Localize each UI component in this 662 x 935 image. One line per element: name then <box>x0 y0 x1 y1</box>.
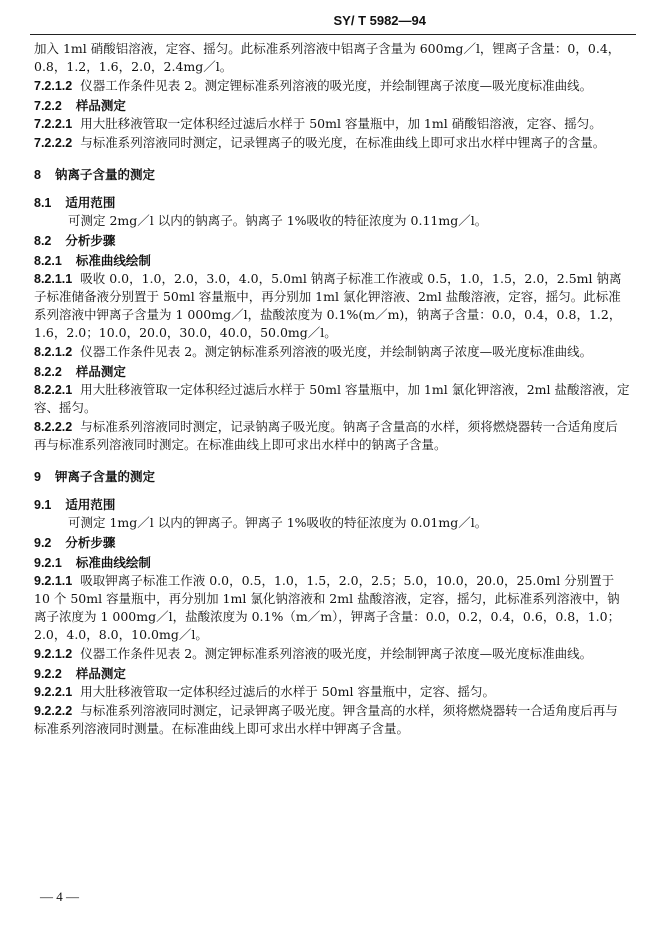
paragraph <box>34 115 630 133</box>
paragraph-text: 与标准系列溶液同时测定，记录钾离子吸光度。钾含量高的水样，须将燃烧器转一合适角度后再与标准系列溶液同时测量。在标准曲线上即可求出水样中钾离子含量。 <box>34 703 618 736</box>
page-header <box>30 10 636 35</box>
clause-number: 9.1 <box>34 498 52 512</box>
paragraph-text: 吸收 0.0，1.0，2.0，3.0，4.0，5.0ml 钠离子标准工作液或 0.5，1.0，1.5，2.0，2.5ml 钠离子标准储备液分别置于 50ml 容量瓶中，再分别加 1ml 氯化钾溶液、2ml 盐酸溶液，定容，摇匀。此标准系列溶液中钾离子含量为 1 000mg／l，盐酸浓度为 0.1%(m／m)，钠离子含量：0.0，0.4，0.8，1.2，1.6，2.0；10.0，20.0，30.0，40.0，50.0mg／l。 <box>34 271 622 340</box>
clause-number: 9.2.1.2 <box>34 647 73 661</box>
clause-number: 7.2.2 <box>34 99 62 113</box>
heading-text: 标准曲线绘制 <box>75 253 151 268</box>
paragraph <box>34 381 630 417</box>
subsection-heading <box>34 363 630 381</box>
clause-number: 8 <box>34 168 41 182</box>
paragraph-text: 与标准系列溶液同时测定，记录锂离子的吸光度，在标准曲线上即可求出水样中锂离子的含量。 <box>80 135 606 150</box>
heading-text: 钠离子含量的测定 <box>54 167 155 182</box>
heading-text: 适用范围 <box>65 195 116 210</box>
subsection-heading <box>34 194 630 212</box>
paragraph-text: 仪器工作条件见表 2。测定钠标准系列溶液的吸光度，并绘制钠离子浓度—吸光度标准曲线。 <box>80 344 593 359</box>
clause-number: 7.2.2.1 <box>34 117 73 131</box>
clause-number: 9.2.2.1 <box>34 685 73 699</box>
document-body <box>34 40 630 739</box>
paragraph <box>34 514 630 532</box>
clause-number: 8.2.2.2 <box>34 420 73 434</box>
paragraph <box>34 645 630 663</box>
heading-text: 标准曲线绘制 <box>75 555 151 570</box>
paragraph <box>34 683 630 701</box>
page-number: — 4 — <box>40 889 79 904</box>
paragraph-text: 可测定 2mg／l 以内的钠离子。钠离子 1%吸收的特征浓度为 0.11mg／l。 <box>68 213 488 228</box>
heading-text: 样品测定 <box>75 666 126 681</box>
paragraph <box>34 418 630 454</box>
subsection-heading <box>34 534 630 552</box>
paragraph <box>34 77 630 95</box>
paragraph-text: 可测定 1mg／l 以内的钾离子。钾离子 1%吸收的特征浓度为 0.01mg／l。 <box>68 515 488 530</box>
paragraph <box>34 134 630 152</box>
subsection-heading <box>34 665 630 683</box>
clause-number: 9.2.2.2 <box>34 704 73 718</box>
heading-text: 适用范围 <box>65 497 116 512</box>
standard-code: SY/ T 5982—94 <box>333 13 426 28</box>
heading-text: 样品测定 <box>75 98 126 113</box>
paragraph <box>34 572 630 644</box>
clause-number: 9.2.2 <box>34 667 62 681</box>
section-heading <box>34 468 630 486</box>
clause-number: 8.2.1 <box>34 254 62 268</box>
paragraph <box>34 40 630 76</box>
paragraph <box>34 702 630 738</box>
clause-number: 7.2.2.2 <box>34 136 73 150</box>
heading-text: 样品测定 <box>75 364 126 379</box>
paragraph-text: 用大肚移液管取一定体积经过滤后的水样于 50ml 容量瓶中，定容、摇匀。 <box>80 684 495 699</box>
clause-number: 8.2.2 <box>34 365 62 379</box>
clause-number: 8.2.2.1 <box>34 383 73 397</box>
clause-number: 8.2 <box>34 234 52 248</box>
paragraph <box>34 212 630 230</box>
clause-number: 7.2.1.2 <box>34 79 73 93</box>
paragraph-text: 加入 1ml 硝酸铝溶液，定容、摇匀。此标准系列溶液中铝离子含量为 600mg／l，锂离子含量：0，0.4，0.8，1.2，1.6，2.0，2.4mg／l。 <box>34 41 621 74</box>
section-heading <box>34 166 630 184</box>
clause-number: 9.2 <box>34 536 52 550</box>
paragraph-text: 仪器工作条件见表 2。测定锂标准系列溶液的吸光度，并绘制锂离子浓度—吸光度标准曲线。 <box>80 78 593 93</box>
clause-number: 8.2.1.1 <box>34 272 73 286</box>
heading-text: 钾离子含量的测定 <box>54 469 155 484</box>
subsection-heading <box>34 554 630 572</box>
paragraph <box>34 343 630 361</box>
subsection-heading <box>34 97 630 115</box>
clause-number: 9.2.1 <box>34 556 62 570</box>
subsection-heading <box>34 496 630 514</box>
paragraph-text: 吸取钾离子标准工作液 0.0，0.5，1.0，1.5，2.0，2.5；5.0，10.0，20.0，25.0ml 分别置于 10 个 50ml 容量瓶中，再分别加 1ml 氯化钠溶液和 2ml 盐酸溶液，定容，摇匀，此标准系列溶液中，钠离子浓度为 1 000mg／l，盐酸浓度为 0.1%（m／m），钾离子含量：0.0，0.2，0.4，0.6，0.8，1.0；2.0，4.0，8.0，10.0mg／l。 <box>34 573 621 642</box>
subsection-heading <box>34 232 630 250</box>
heading-text: 分析步骤 <box>65 535 116 550</box>
paragraph-text: 用大肚移液管取一定体积经过滤后水样于 50ml 容量瓶中，加 1ml 氯化钾溶液，2ml 盐酸溶液，定容、摇匀。 <box>34 382 630 415</box>
subsection-heading <box>34 252 630 270</box>
clause-number: 8.1 <box>34 196 52 210</box>
paragraph-text: 与标准系列溶液同时测定，记录钠离子吸光度。钠离子含量高的水样，须将燃烧器转一合适角度后再与标准系列溶液同时测定。在标准曲线上即可求出水样中的钠离子含量。 <box>34 419 618 452</box>
heading-text: 分析步骤 <box>65 233 116 248</box>
paragraph <box>34 270 630 342</box>
paragraph-text: 用大肚移液管取一定体积经过滤后水样于 50ml 容量瓶中，加 1ml 硝酸铝溶液，定容、摇匀。 <box>80 116 602 131</box>
paragraph-text: 仪器工作条件见表 2。测定钾标准系列溶液的吸光度，并绘制钾离子浓度—吸光度标准曲线。 <box>80 646 593 661</box>
clause-number: 9 <box>34 470 41 484</box>
clause-number: 8.2.1.2 <box>34 345 73 359</box>
clause-number: 9.2.1.1 <box>34 574 73 588</box>
